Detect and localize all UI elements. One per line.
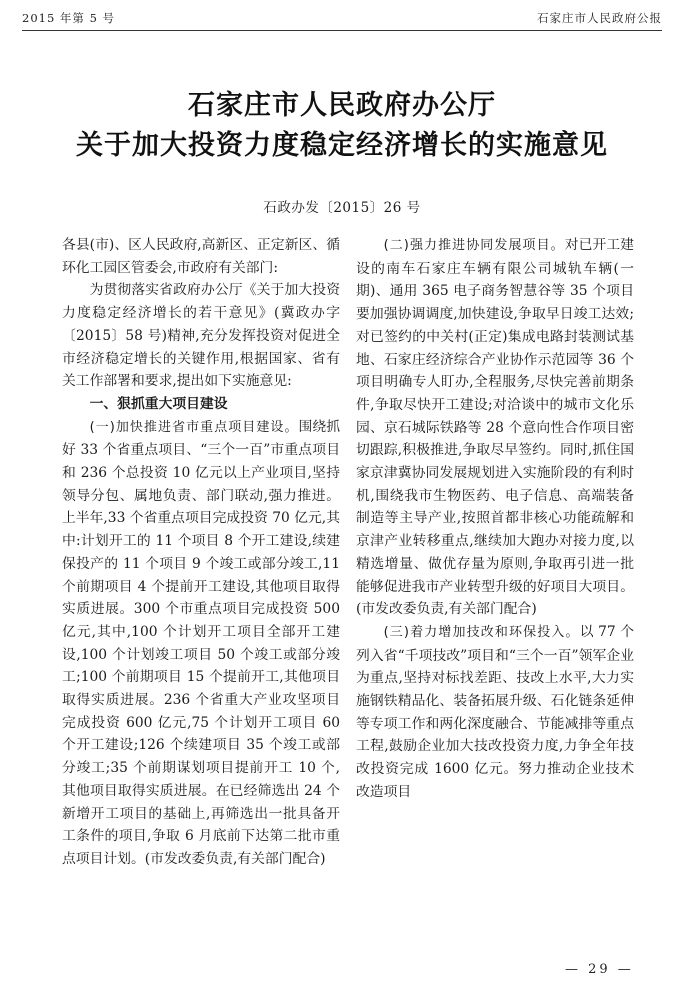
item-2-text: 对已开工建设的南车石家庄车辆有限公司城轨车辆(一期)、通用 365 电子商务智慧谷等 35 个项目要加强协调调度,加快建设,争取早日竣工达效;对已签约的中关村(正定)集成电路封装测试基地、石家庄经济综合产业协作示范园等 36 个项目明确专人盯办,全程服务,尽快完善前期条件,争取尽快开工建设;对洽谈中的城市文化乐园、京石城际铁路等 28 个意向性合作项目密切跟踪,积极推进,争取尽早签约。同时,抓住国家京津冀协同发展规划进入实施阶段的有利时机,围绕我市生物医药、电子信息、高端装备制造等主导产业,按照首都非核心功能疏解和京津产业转移重点,继续加大跑办对接力度,以精选增量、做优存量为原则,争取再引进一批能够促进我市产业转型升级的好项目大项目。(市发改委负责,有关部门配合) [356, 237, 634, 618]
addressee: 各县(市)、区人民政府,高新区、正定新区、循环化工园区管委会,市政府有关部门: [62, 237, 340, 276]
item-3-title: (三)着力增加技改和环保投入。 [383, 624, 580, 640]
header-rule [22, 30, 662, 31]
item-3-text: 以 77 个列入省“千项技改”项目和“三个一百”领军企业为重点,坚持对标找差距、技改上水平,大力实施钢铁精品化、装备拓展升级、石化链条延伸等专项工作和两化深度融合、节能减排等重点工程,鼓励企业加大技改投资力度,力争全年技改投资完成 1600 亿元。努力推动企业技术改造项目 [356, 623, 634, 800]
publication-name: 石家庄市人民政府公报 [537, 11, 662, 25]
item-1-paragraph [62, 416, 340, 871]
page-number: — 29 — [565, 962, 634, 977]
item-2-title: (二)强力推进协同发展项目。 [383, 238, 565, 253]
item-1-text: 围绕抓好 33 个省重点项目、“三个一百”市重点项目和 236 个总投资 10 亿元以上产业项目,坚持领导分包、属地负责、部门联动,强力推进。上半年,33 个省重点项目完成投资 70 亿元,其中:计划开工的 11 个项目 8 个开工建设,续建保投产的 11 个项目 9 个竣工或部分竣工,11 个前期项目 4 个提前开工建设,其他项目取得实质进展。300 个市重点项目完成投资 500 亿元,其中,100 个计划开工项目全部开工建设,100 个计划竣工项目 50 个竣工或部分竣工;100 个前期项目 15 个提前开工,其他项目取得实质进展。236 个省重大产业攻坚项目完成投资 600 亿元,75 个计划开工项目 60 个开工建设;126 个续建项目 35 个竣工或部分竣工;35 个前期谋划项目提前开工 10 个,其他项目取得实质进展。在已经筛选出 24 个新增开工项目的基础上,再筛选出一批具备开工条件的项目,争取 6 月底前下达第二批市重点项目计划。(市发改委负责,有关部门配合) [62, 418, 341, 867]
item-2-paragraph [356, 234, 634, 621]
item-1-title: (一)加快推进省市重点项目建设。 [89, 419, 299, 435]
document-number: 石政办发〔2015〕26 号 [263, 200, 421, 216]
section-heading: 一、狠抓重大项目建设 [89, 395, 228, 412]
item-3-paragraph [356, 621, 634, 804]
body-column-right [356, 234, 634, 804]
issue-label: 2015 年第 5 号 [22, 11, 116, 25]
title-line-1: 石家庄市人民政府办公厅 [188, 90, 496, 121]
body-column-left [62, 234, 340, 871]
running-header [22, 8, 662, 28]
intro-paragraph: 为贯彻落实省政府办公厅《关于加大投资力度稳定经济增长的若干意见》(冀政办字〔2015〕58 号)精神,充分发挥投资对促进全市经济稳定增长的关键作用,根据国家、省有关工作部署和要求,提出如下实施意见: [62, 282, 340, 390]
title-line-2: 关于加大投资力度稳定经济增长的实施意见 [76, 130, 608, 161]
document-title [0, 86, 684, 166]
